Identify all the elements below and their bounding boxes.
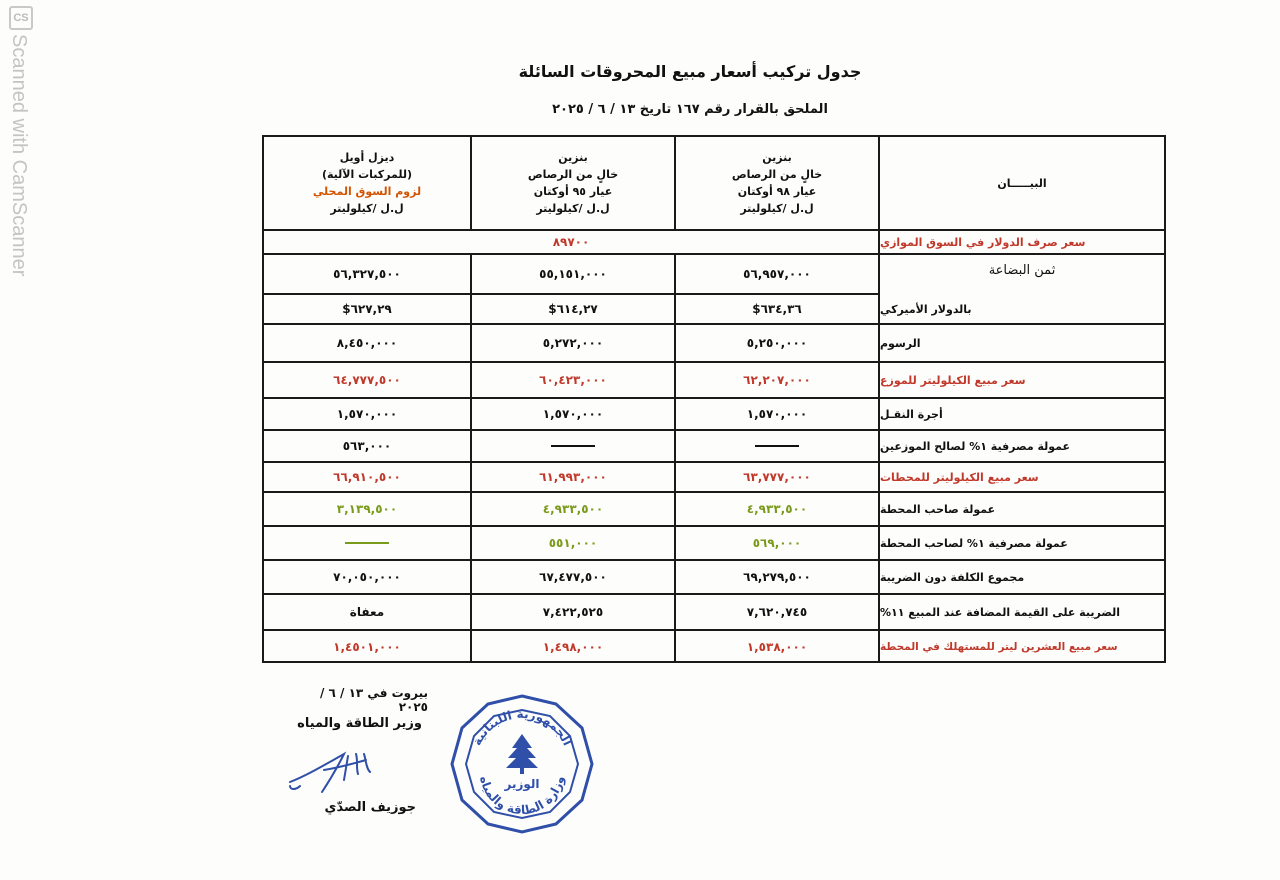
header-diesel: ديزل أويل (للمركبات الآلية) لزوم السوق المحلي ل.ل /كيلوليتر [312, 151, 422, 215]
station-commission-row [264, 493, 1164, 525]
usd-b98: $٦٣٤,٣٦ [752, 302, 802, 316]
goods-b98: ٥٦,٩٥٧,٠٠٠ [743, 267, 811, 281]
fees-diesel: ٨,٤٥٠,٠٠٠ [336, 336, 398, 350]
seal-bottom-text: وزارة الطاقة والمياه [477, 774, 567, 818]
exchange-rate-value: ٨٩٧٠٠ [552, 235, 590, 249]
consumer-price-b98: ١,٥٣٨,٠٠٠ [746, 640, 808, 654]
camscanner-logo-icon: CS [9, 6, 33, 30]
document-title: جدول تركيب أسعار مبيع المحروقات السائلة [518, 62, 862, 81]
consumer-price-row [264, 631, 1164, 663]
seal-top-text: الجمهورية اللبنانية [469, 706, 575, 748]
goods-label: ثمن البضاعة [988, 263, 1056, 278]
distributor-price-row [264, 363, 1164, 397]
total-cost-b95: ٦٧,٤٧٧,٥٠٠ [539, 570, 607, 584]
vat-b95: ٧,٤٢٢,٥٢٥ [542, 605, 604, 619]
header-label: البيـــــان [997, 176, 1047, 190]
seal-center-text: الوزير [504, 777, 540, 791]
station-price-row [264, 463, 1164, 491]
bank-station-b95: ٥٥١,٠٠٠ [548, 536, 598, 550]
transport-b98: ١,٥٧٠,٠٠٠ [746, 407, 808, 421]
total-cost-row [264, 561, 1164, 593]
bank-distributor-diesel: ٥٦٣,٠٠٠ [342, 439, 392, 453]
table-header-row [264, 137, 1164, 229]
ministry-seal [446, 690, 598, 838]
document-subtitle: الملحق بالقرار رقم ١٦٧ تاريخ ١٣ / ٦ / ٢٠٢٥ [552, 102, 828, 117]
minister-signature [286, 746, 406, 796]
exchange-rate-row [264, 231, 1164, 253]
station-commission-b98: ٤,٩٣٣,٥٠٠ [746, 502, 808, 516]
vat-row [264, 595, 1164, 629]
price-table [262, 135, 1166, 663]
goods-price-row [264, 255, 1164, 293]
fees-row [264, 325, 1164, 361]
minister-name: جوزيف الصدّي [324, 800, 416, 815]
camscanner-watermark [0, 0, 40, 320]
station-price-diesel: ٦٦,٩١٠,٥٠٠ [333, 470, 401, 484]
distributor-price-label: سعر مبيع الكيلوليتر للموزع [880, 373, 1026, 387]
bank-station-diesel-dash [264, 527, 470, 559]
total-cost-diesel: ٧٠,٠٥٠,٠٠٠ [333, 570, 401, 584]
bank-commission-distributor-row [264, 431, 1164, 461]
transport-label: أجرة النقـل [880, 407, 943, 421]
transport-row [264, 399, 1164, 429]
transport-b95: ١,٥٧٠,٠٠٠ [542, 407, 604, 421]
fees-label: الرسوم [880, 336, 921, 350]
distributor-price-diesel: ٦٤,٧٧٧,٥٠٠ [333, 373, 401, 387]
distributor-price-b95: ٦٠,٤٢٣,٠٠٠ [539, 373, 607, 387]
distributor-price-b98: ٦٢,٢٠٧,٠٠٠ [743, 373, 811, 387]
station-commission-label: عمولة صاحب المحطة [880, 502, 996, 516]
station-price-b98: ٦٣,٧٧٧,٠٠٠ [743, 470, 811, 484]
bank-distributor-b98-dash [676, 431, 878, 461]
exchange-rate-label: سعر صرف الدولار في السوق الموازي [880, 235, 1086, 249]
consumer-price-label: سعر مبيع العشرين ليتر للمستهلك في المحطة [880, 641, 1118, 653]
vat-diesel: معفاة [349, 605, 385, 619]
usd-b95: $٦١٤,٢٧ [548, 302, 598, 316]
cedar-icon [506, 734, 538, 774]
header-benzine-98: بنزين خالٍ من الرصاص عيار ٩٨ أوكتان ل.ل /كيلوليتر [731, 151, 823, 215]
station-commission-b95: ٤,٩٣٣,٥٠٠ [542, 502, 604, 516]
fees-b98: ٥,٢٥٠,٠٠٠ [746, 336, 808, 350]
goods-diesel: ٥٦,٣٢٧,٥٠٠ [333, 267, 401, 281]
bank-distributor-b95-dash [472, 431, 674, 461]
goods-b95: ٥٥,١٥١,٠٠٠ [539, 267, 607, 281]
vat-b98: ٧,٦٢٠,٧٤٥ [746, 605, 808, 619]
station-price-label: سعر مبيع الكيلوليتر للمحطات [880, 470, 1039, 484]
usd-diesel: $٦٢٧,٢٩ [342, 302, 392, 316]
consumer-price-diesel: ١,٤٥٠١,٠٠٠ [333, 640, 401, 654]
bank-distributor-label: عمولة مصرفية ١% لصالح الموزعين [880, 439, 1071, 453]
bank-commission-station-row [264, 527, 1164, 559]
usd-label: بالدولار الأميركي [880, 302, 972, 316]
bank-station-b98: ٥٦٩,٠٠٠ [752, 536, 802, 550]
usd-price-row [264, 295, 1164, 323]
vat-label: الضريبة على القيمة المضافة عند المبيع ١١% [880, 605, 1121, 619]
minister-title: وزير الطاقة والمياه [297, 716, 422, 731]
bank-station-label: عمولة مصرفية ١% لصاحب المحطة [880, 536, 1068, 550]
total-cost-label: مجموع الكلفة دون الضريبة [880, 570, 1025, 584]
transport-diesel: ١,٥٧٠,٠٠٠ [336, 407, 398, 421]
station-commission-diesel: ٣,١٣٩,٥٠٠ [336, 502, 398, 516]
total-cost-b98: ٦٩,٢٧٩,٥٠٠ [743, 570, 811, 584]
consumer-price-b95: ١,٤٩٨,٠٠٠ [542, 640, 604, 654]
fees-b95: ٥,٢٧٢,٠٠٠ [542, 336, 604, 350]
station-price-b95: ٦١,٩٩٣,٠٠٠ [539, 470, 607, 484]
watermark-text: Scanned with CamScanner [8, 34, 30, 277]
header-benzine-95: بنزين خالٍ من الرصاص عيار ٩٥ أوكتان ل.ل /كيلوليتر [527, 151, 619, 215]
place-date: بيروت في ١٣ / ٦ / ٢٠٢٥ [319, 686, 428, 714]
